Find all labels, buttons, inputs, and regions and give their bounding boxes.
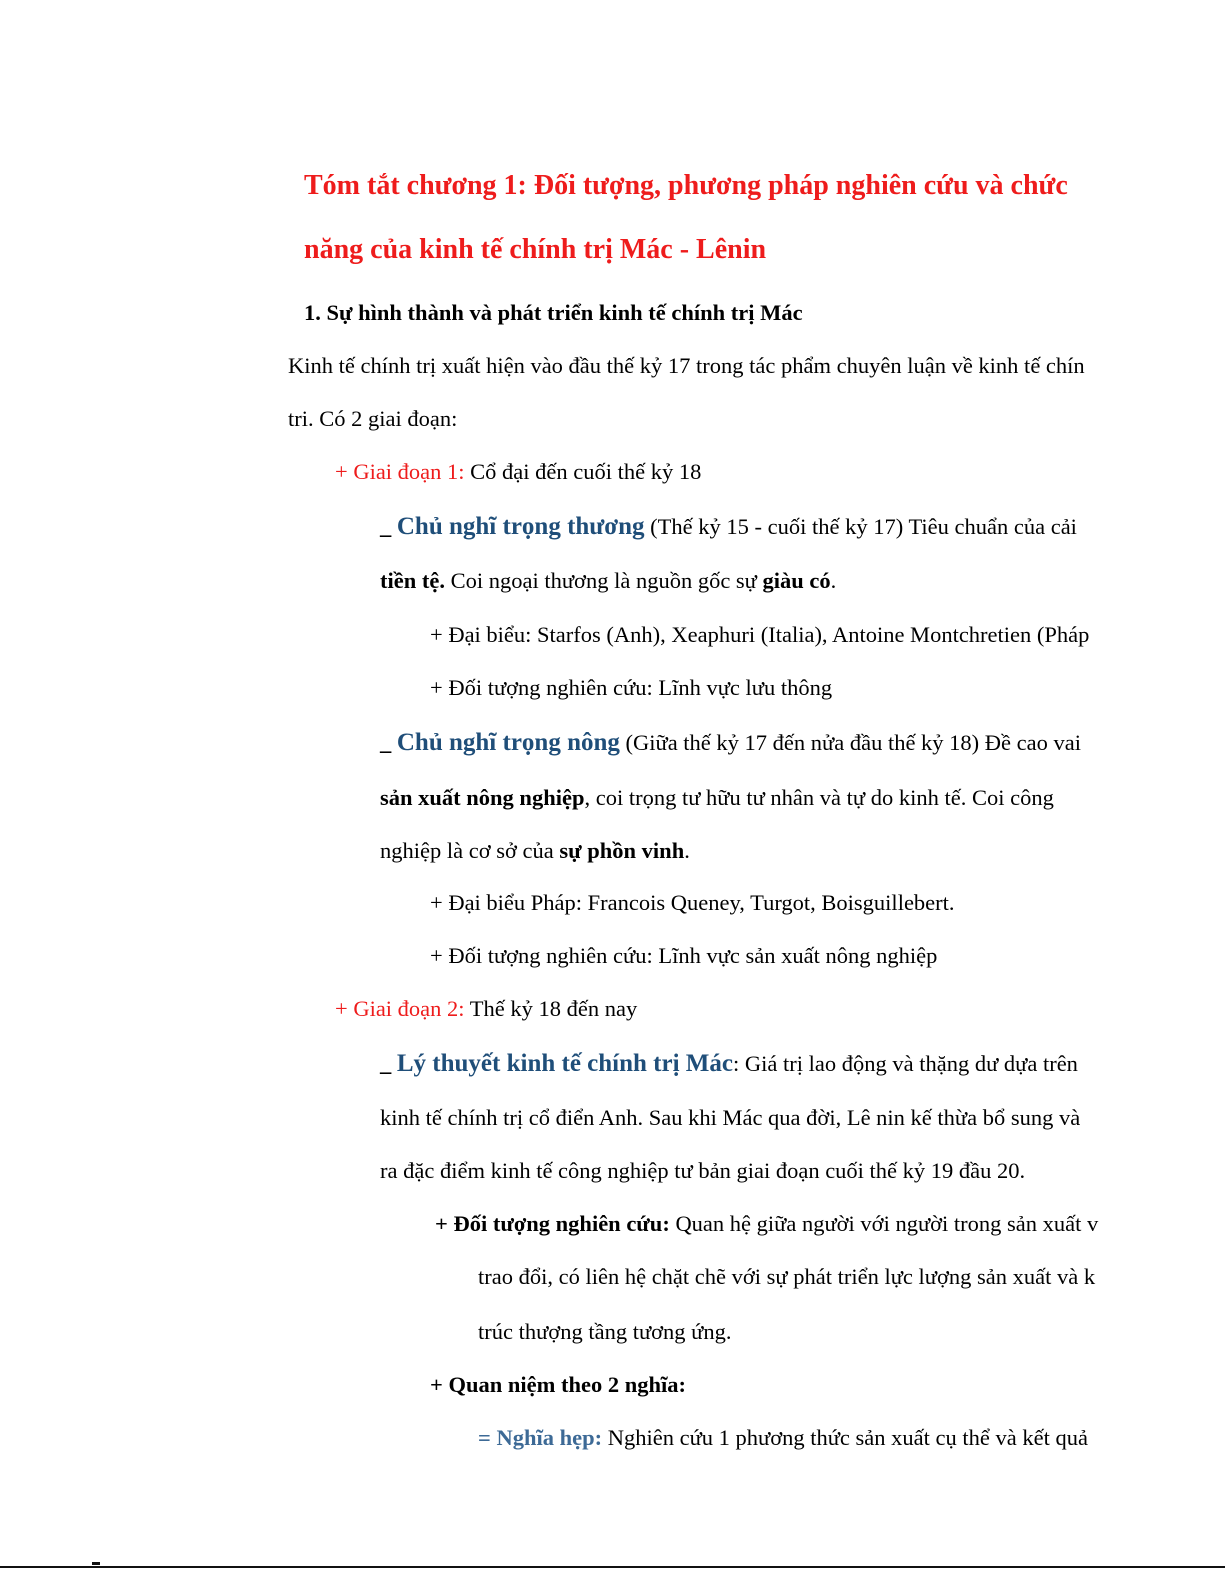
stage-2-text: Thế kỷ 18 đến nay xyxy=(464,996,638,1021)
mercantilism-line-2-end: . xyxy=(830,568,837,593)
stage-1-label: + Giai đoạn 1: xyxy=(335,459,465,484)
marx-theory-line-1 xyxy=(380,1050,1078,1078)
marx-research-object-line-3: trúc thượng tầng tương ứng. xyxy=(478,1319,732,1344)
marx-theory-heading: Lý thuyết kinh tế chính trị Mác xyxy=(396,1050,733,1077)
marx-theory-line-2: kinh tế chính trị cổ điển Anh. Sau khi Mác qua đời, Lê nin kế thừa bổ sung và xyxy=(380,1105,1081,1130)
physiocracy-bold-prosperity: sự phồn vinh xyxy=(559,838,685,863)
physiocracy-line-2 xyxy=(380,784,1054,812)
physiocracy-research-object: + Đối tượng nghiên cứu: Lĩnh vực sản xuất nông nghiệp xyxy=(430,943,938,968)
mercantilism-line-1-text: (Thế kỷ 15 - cuối thế kỷ 17) Tiêu chuẩn của cải xyxy=(644,514,1077,539)
mercantilism-representatives: + Đại biểu: Starfos (Anh), Xeaphuri (Italia), Antoine Montchretien (Pháp xyxy=(430,622,1090,647)
marx-research-object-line-2: trao đổi, có liên hệ chặt chẽ với sự phát triển lực lượng sản xuất và k xyxy=(478,1264,1096,1289)
narrow-meaning-label: = Nghĩa hẹp: xyxy=(478,1425,603,1450)
page-edge-mark xyxy=(92,1562,100,1565)
stage-2-line xyxy=(335,995,637,1023)
stage-1-line xyxy=(335,458,701,486)
mercantilism-line-1 xyxy=(380,513,1077,541)
stage-2-label: + Giai đoạn 2: xyxy=(335,996,465,1021)
marx-research-object-line-1 xyxy=(435,1210,1098,1238)
mercantilism-bold-money: tiền tệ. xyxy=(380,568,445,593)
physiocracy-line-3-text: nghiệp là cơ sở của xyxy=(380,838,560,863)
mercantilism-line-2 xyxy=(380,567,836,595)
physiocracy-line-1-text: (Giữa thế kỷ 17 đến nửa đầu thế kỷ 18) Đề cao vai xyxy=(619,730,1081,755)
stage-1-text: Cổ đại đến cuối thế kỷ 18 xyxy=(464,459,702,484)
narrow-meaning-text: Nghiên cứu 1 phương thức sản xuất cụ thể và kết quả xyxy=(602,1425,1088,1450)
intro-line-1: Kinh tế chính trị xuất hiện vào đầu thế kỷ 17 trong tác phẩm chuyên luận về kinh tế chín xyxy=(288,353,1085,378)
physiocracy-dash: _ xyxy=(380,730,397,755)
physiocracy-heading: Chủ nghĩ trọng nông xyxy=(396,729,620,756)
two-meanings-heading: + Quan niệm theo 2 nghĩa: xyxy=(430,1372,686,1397)
marx-theory-dash: _ xyxy=(380,1051,397,1076)
section-heading: 1. Sự hình thành và phát triển kinh tế chính trị Mác xyxy=(304,300,803,325)
mercantilism-heading: Chủ nghĩ trọng thương xyxy=(396,513,645,540)
page-bottom-divider xyxy=(0,1566,1225,1568)
intro-line-2: tri. Có 2 giai đoạn: xyxy=(288,406,458,431)
physiocracy-line-1 xyxy=(380,729,1081,757)
mercantilism-dash: _ xyxy=(380,514,397,539)
marx-research-object-label: + Đối tượng nghiên cứu: xyxy=(435,1211,670,1236)
mercantilism-research-object: + Đối tượng nghiên cứu: Lĩnh vực lưu thông xyxy=(430,675,833,700)
title-line-1: Tóm tắt chương 1: Đối tượng, phương pháp nghiên cứu và chức xyxy=(304,170,1068,201)
physiocracy-line-3 xyxy=(380,837,690,865)
marx-research-object-text: Quan hệ giữa người với người trong sản xuất v xyxy=(669,1211,1099,1236)
physiocracy-line-3-end: . xyxy=(684,838,690,863)
physiocracy-bold-agriculture: sản xuất nông nghiệp xyxy=(380,785,585,810)
marx-theory-line-3: ra đặc điểm kinh tế công nghiệp tư bản giai đoạn cuối thế kỷ 19 đầu 20. xyxy=(380,1158,1026,1183)
mercantilism-line-2-text: Coi ngoại thương là nguồn gốc sự xyxy=(444,568,763,593)
narrow-meaning-line xyxy=(478,1424,1088,1452)
mercantilism-bold-wealth: giàu có xyxy=(762,568,831,593)
physiocracy-line-2-text: , coi trọng tư hữu tư nhân và tự do kinh tế. Coi công xyxy=(584,785,1054,810)
physiocracy-representatives: + Đại biểu Pháp: Francois Queney, Turgot, Boisguillebert. xyxy=(430,890,955,915)
marx-theory-line-1-text: : Giá trị lao động và thặng dư dựa trên xyxy=(733,1051,1078,1076)
title-line-2: năng của kinh tế chính trị Mác - Lênin xyxy=(304,234,767,265)
